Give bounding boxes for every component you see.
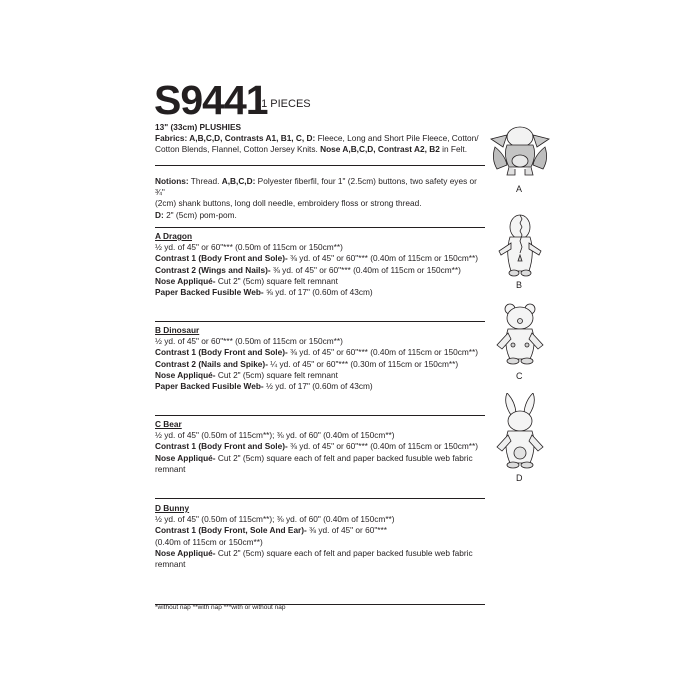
line-text: ⅜ yd. of 45" or 60"*** (0.40m of 115cm or 150cm**)	[287, 441, 478, 452]
view-illustrations	[485, 125, 555, 495]
section-bunny	[155, 503, 485, 570]
dragon-illustration-icon	[485, 125, 555, 180]
line-text: ½ yd. of 45" (0.50m of 115cm**); ⅜ yd. of 60" (0.40m of 150cm**)	[155, 514, 395, 525]
notions-block	[155, 176, 485, 221]
line-label: Paper Backed Fusible Web-	[155, 287, 264, 298]
line-text: ⅜ yd. of 45" or 60"*** (0.40m of 115cm or 150cm**)	[287, 347, 478, 358]
line-label: Contrast 1 (Body Front and Sole)-	[155, 253, 288, 264]
fabrics-text: Fleece, Long and Short Pile Fleece, Cotton/	[315, 133, 479, 144]
fabrics-text-3: in Felt.	[439, 144, 468, 155]
section-bear	[155, 419, 485, 475]
figure-a	[485, 125, 555, 195]
divider	[155, 227, 485, 228]
line-label: Nose Appliqué-	[155, 275, 216, 286]
notions-d-text: 2" (5cm) pom-pom.	[163, 209, 237, 220]
fabrics-line-2	[155, 144, 485, 155]
line-text: Cut 2" (5cm) square each of felt and paper backed fusuble web fabric	[215, 452, 473, 463]
section-line	[155, 265, 485, 276]
section-line	[155, 430, 485, 441]
section-dragon	[155, 231, 485, 298]
bear-illustration-icon	[485, 301, 555, 367]
nose-fabric-label: Nose A,B,C,D, Contrast A2, B2	[320, 144, 440, 155]
section-line	[155, 525, 485, 536]
section-line	[155, 559, 485, 570]
line-text: Cut 2" (5cm) square each of felt and paper backed fusuble web fabric	[215, 547, 473, 558]
line-label: Contrast 1 (Body Front, Sole And Ear)-	[155, 525, 307, 536]
section-dinosaur	[155, 325, 485, 392]
divider	[155, 165, 485, 166]
line-label: Contrast 2 (Nails and Spike)-	[155, 358, 268, 369]
pieces-count: 21 PIECES	[255, 98, 311, 110]
section-line	[155, 242, 485, 253]
title-block	[155, 122, 485, 156]
fabrics-text-2: Cotton Blends, Flannel, Cotton Jersey Knits.	[155, 144, 321, 155]
line-text: ⅜ yd. of 45" or 60"*** (0.40m of 115cm or 150cm**)	[287, 253, 478, 264]
section-line	[155, 336, 485, 347]
line-label: Nose Appliqué-	[155, 369, 216, 380]
section-line	[155, 537, 485, 548]
divider	[155, 415, 485, 416]
line-text: ½ yd. of 45" or 60"*** (0.50m of 115cm or 150cm**)	[155, 336, 343, 347]
notions-text-b: Polyester fiberfil, four 1" (2.5cm) buttons, two safety eyes or ¾"	[155, 176, 477, 198]
section-title: B Dinosaur	[155, 325, 200, 335]
line-text: remnant	[155, 463, 186, 474]
section-line	[155, 370, 485, 381]
divider	[155, 321, 485, 322]
section-line	[155, 347, 485, 358]
footnote: *without nap **with nap ***with or without nap	[155, 604, 286, 611]
line-text: ½ yd. of 17" (0.60m of 43cm)	[263, 381, 373, 392]
figure-label: A	[516, 184, 523, 194]
figure-label: D	[516, 473, 523, 483]
line-text: ½ yd. of 45" (0.50m of 115cm**); ⅜ yd. of 60" (0.40m of 150cm**)	[155, 430, 395, 441]
line-label: Paper Backed Fusible Web-	[155, 381, 264, 392]
figure-b	[485, 213, 555, 293]
section-line	[155, 276, 485, 287]
section-title: A Dragon	[155, 231, 193, 241]
section-line	[155, 359, 485, 370]
section-line	[155, 381, 485, 392]
notions-views: A,B,C,D:	[221, 176, 256, 186]
figure-label: B	[516, 280, 523, 290]
line-text: ½ yd. of 45" or 60"*** (0.50m of 115cm or 150cm**)	[155, 242, 343, 253]
section-line	[155, 548, 485, 559]
plushies-title: 13" (33cm) PLUSHIES	[155, 122, 242, 132]
header	[154, 77, 311, 123]
line-label: Nose Appliqué-	[155, 547, 216, 558]
section-line	[155, 287, 485, 298]
fabrics-label: Fabrics: A,B,C,D, Contrasts A1, B1, C, D:	[155, 133, 316, 144]
notions-line-3	[155, 210, 485, 221]
notions-d-label: D:	[155, 209, 164, 220]
line-text: (0.40m of 115cm or 150cm**)	[155, 536, 263, 547]
pattern-number: S9441	[154, 77, 268, 123]
section-line	[155, 464, 485, 475]
dinosaur-illustration-icon	[485, 213, 555, 279]
notions-line-2: (2cm) shank buttons, long doll needle, embroidery floss or strong thread.	[155, 198, 422, 209]
line-text: ¼ yd. of 45" or 60"*** (0.30m of 115cm or 150cm**)	[267, 358, 459, 369]
line-label: Contrast 1 (Body Front and Sole)-	[155, 441, 288, 452]
line-label: Nose Appliqué-	[155, 452, 216, 463]
line-label: Contrast 1 (Body Front and Sole)-	[155, 347, 288, 358]
line-text: remnant	[155, 559, 186, 570]
figure-label: C	[516, 371, 523, 381]
section-line	[155, 441, 485, 452]
section-line	[155, 253, 485, 264]
line-text: ⅜ yd. of 45" or 60"*** (0.40m of 115cm or 150cm**)	[270, 264, 461, 275]
line-text: ⅝ yd. of 17" (0.60m of 43cm)	[263, 287, 373, 298]
bunny-illustration-icon	[485, 393, 555, 471]
figure-c	[485, 301, 555, 381]
notions-text: Thread.	[188, 176, 222, 186]
divider	[155, 498, 485, 499]
section-line	[155, 514, 485, 525]
line-text: Cut 2" (5cm) square felt remnant	[215, 275, 338, 286]
line-text: ⅜ yd. of 45" or 60"***	[306, 525, 387, 536]
notions-line-1	[155, 176, 485, 198]
line-text: Cut 2" (5cm) square felt remnant	[215, 369, 338, 380]
section-title: D Bunny	[155, 503, 190, 513]
notions-label: Notions:	[155, 176, 189, 186]
section-title: C Bear	[155, 419, 182, 429]
section-line	[155, 453, 485, 464]
line-label: Contrast 2 (Wings and Nails)-	[155, 264, 271, 275]
fabrics-line-1	[155, 133, 485, 144]
figure-d	[485, 393, 555, 483]
